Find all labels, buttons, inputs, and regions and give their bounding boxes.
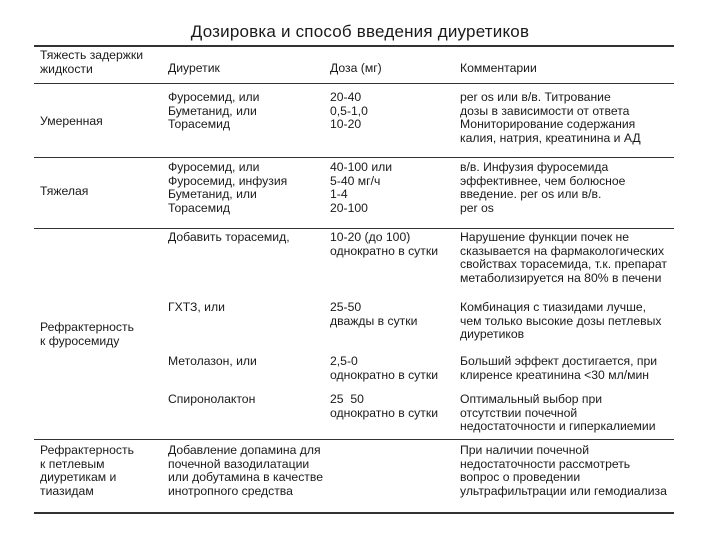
severity-refractory-furosemide xyxy=(40,321,134,348)
text-line: недостаточности и гиперкалиемии xyxy=(460,419,656,433)
text-line: Комментарии xyxy=(460,61,537,75)
comments-spironolactone xyxy=(460,393,656,434)
text-line: Комбинация с тиазидами лучше, xyxy=(460,300,647,314)
diuretic-severe xyxy=(168,161,287,215)
text-line: жидкости xyxy=(40,61,93,76)
text-line: вопрос о проведении xyxy=(460,470,581,484)
dose-moderate xyxy=(330,91,368,132)
text-line: Больший эффект достигается, при xyxy=(460,354,658,368)
diuretic-ghtz xyxy=(168,301,225,315)
table-bottom-rule xyxy=(34,512,674,514)
dose-add-torasemide xyxy=(330,231,438,258)
text-line: дозы в зависимости от ответа xyxy=(460,103,630,118)
diuretic-refractory-loop xyxy=(168,444,323,498)
severity-moderate xyxy=(40,115,103,129)
text-line: Буметанид, или xyxy=(168,187,257,201)
text-line: ультрафильтрации или гемодиализа xyxy=(460,483,667,498)
comments-metolazone xyxy=(460,355,657,382)
text-line: 10-20 xyxy=(330,117,362,131)
text-line: инотропного средства xyxy=(168,483,293,498)
row-divider-moderate xyxy=(34,157,674,158)
text-line: свойствах торасемида, т.к. препарат xyxy=(460,257,667,271)
text-line: 20-40 xyxy=(330,90,362,104)
text-line: Фуросемид, или xyxy=(168,90,260,104)
text-line: в/в. Инфузия фуросемида xyxy=(460,160,609,174)
text-line: к фуросемиду xyxy=(40,333,120,348)
text-line: Добавить торасемид, xyxy=(168,230,290,244)
text-line: 0,5-1,0 xyxy=(330,103,368,118)
text-line: метаболизируется на 80% в печени xyxy=(460,270,662,285)
text-line: Буметанид, или xyxy=(168,103,257,118)
text-line: Диуретик xyxy=(168,61,220,75)
text-line: 25 50 xyxy=(330,392,364,406)
text-line: Тяжелая xyxy=(40,184,89,198)
text-line: чем только высокие дозы петлевых xyxy=(460,313,662,328)
text-line: 5-40 мг/ч xyxy=(330,173,381,188)
table-top-rule xyxy=(34,45,674,47)
text-line: диуретиков xyxy=(460,327,525,341)
text-line: Торасемид xyxy=(168,117,230,131)
header-comments xyxy=(460,62,537,76)
text-line: per os или в/в. Титрование xyxy=(460,90,611,104)
text-line: недостаточности рассмотреть xyxy=(460,456,631,471)
header-severity xyxy=(40,49,143,76)
page-title: Дозировка и способ введения диуретиков xyxy=(190,22,530,41)
text-line: Добавление допамина для xyxy=(168,443,321,457)
text-line: отсутствии почечной xyxy=(460,405,578,420)
diuretic-spironolactone xyxy=(168,393,255,407)
dose-severe xyxy=(330,161,392,215)
diuretic-metolazone xyxy=(168,355,257,369)
text-line: 1-4 xyxy=(330,187,348,201)
comments-ghtz xyxy=(460,301,661,342)
text-line: Торасемид xyxy=(168,200,230,215)
text-line: Умеренная xyxy=(40,114,103,128)
text-line: Метолазон, или xyxy=(168,354,257,368)
text-line: однократно в сутки xyxy=(330,243,438,258)
text-line: Спиронолактон xyxy=(168,392,256,406)
comments-severe xyxy=(460,161,625,215)
text-line: 40-100 или xyxy=(330,160,393,174)
diuretic-moderate xyxy=(168,91,259,132)
text-line: однократно в сутки xyxy=(330,405,438,420)
text-line: Доза (мг) xyxy=(330,61,382,75)
text-line: При наличии почечной xyxy=(460,443,590,457)
text-line: к петлевым xyxy=(40,456,105,471)
text-line: эффективнее, чем болюсное xyxy=(460,173,626,188)
text-line: тиазидам xyxy=(40,483,94,498)
text-line: или добутамина в качестве xyxy=(168,470,324,484)
text-line: Мониторирование содержания xyxy=(460,117,636,131)
diuretic-add-torasemide xyxy=(168,231,290,245)
text-line: диуретикам и xyxy=(40,470,117,484)
dose-ghtz xyxy=(330,301,417,328)
text-line: Рефрактерность xyxy=(40,443,134,457)
text-line: введение. per os или в/в. xyxy=(460,187,602,201)
row-divider-refractory-furosemide xyxy=(34,439,674,440)
dose-metolazone xyxy=(330,355,438,382)
row-divider-severe xyxy=(34,228,674,229)
comments-add-torasemide xyxy=(460,231,667,285)
comments-refractory-loop xyxy=(460,444,667,498)
header-bottom-rule xyxy=(34,83,674,84)
text-line: 25-50 xyxy=(330,300,362,314)
text-line: 10-20 (до 100) xyxy=(330,230,411,244)
header-diuretic xyxy=(168,62,220,76)
text-line: Нарушение функции почек не xyxy=(460,230,630,244)
text-line: per os xyxy=(460,200,494,215)
severity-refractory-loop xyxy=(40,444,134,498)
text-line: Тяжесть задержки xyxy=(40,48,144,62)
text-line: Фуросемид, или xyxy=(168,160,260,174)
text-line: дважды в сутки xyxy=(330,313,418,328)
dose-spironolactone xyxy=(330,393,438,420)
header-dose xyxy=(330,62,382,76)
text-line: Рефрактерность xyxy=(40,320,134,334)
text-line: Оптимальный выбор при xyxy=(460,392,603,406)
comments-moderate xyxy=(460,91,641,145)
text-line: Фуросемид, инфузия xyxy=(168,173,288,188)
text-line: 2,5-0 xyxy=(330,354,358,368)
text-line: ГХТЗ, или xyxy=(168,300,225,314)
text-line: клиренсе креатинина <30 мл/мин xyxy=(460,367,650,382)
text-line: сказывается на фармакологических xyxy=(460,243,665,258)
text-line: почечной вазодилатации xyxy=(168,456,310,471)
text-line: 20-100 xyxy=(330,200,368,215)
text-line: калия, натрия, креатинина и АД xyxy=(460,130,641,145)
severity-severe xyxy=(40,185,88,199)
text-line: однократно в сутки xyxy=(330,367,438,382)
